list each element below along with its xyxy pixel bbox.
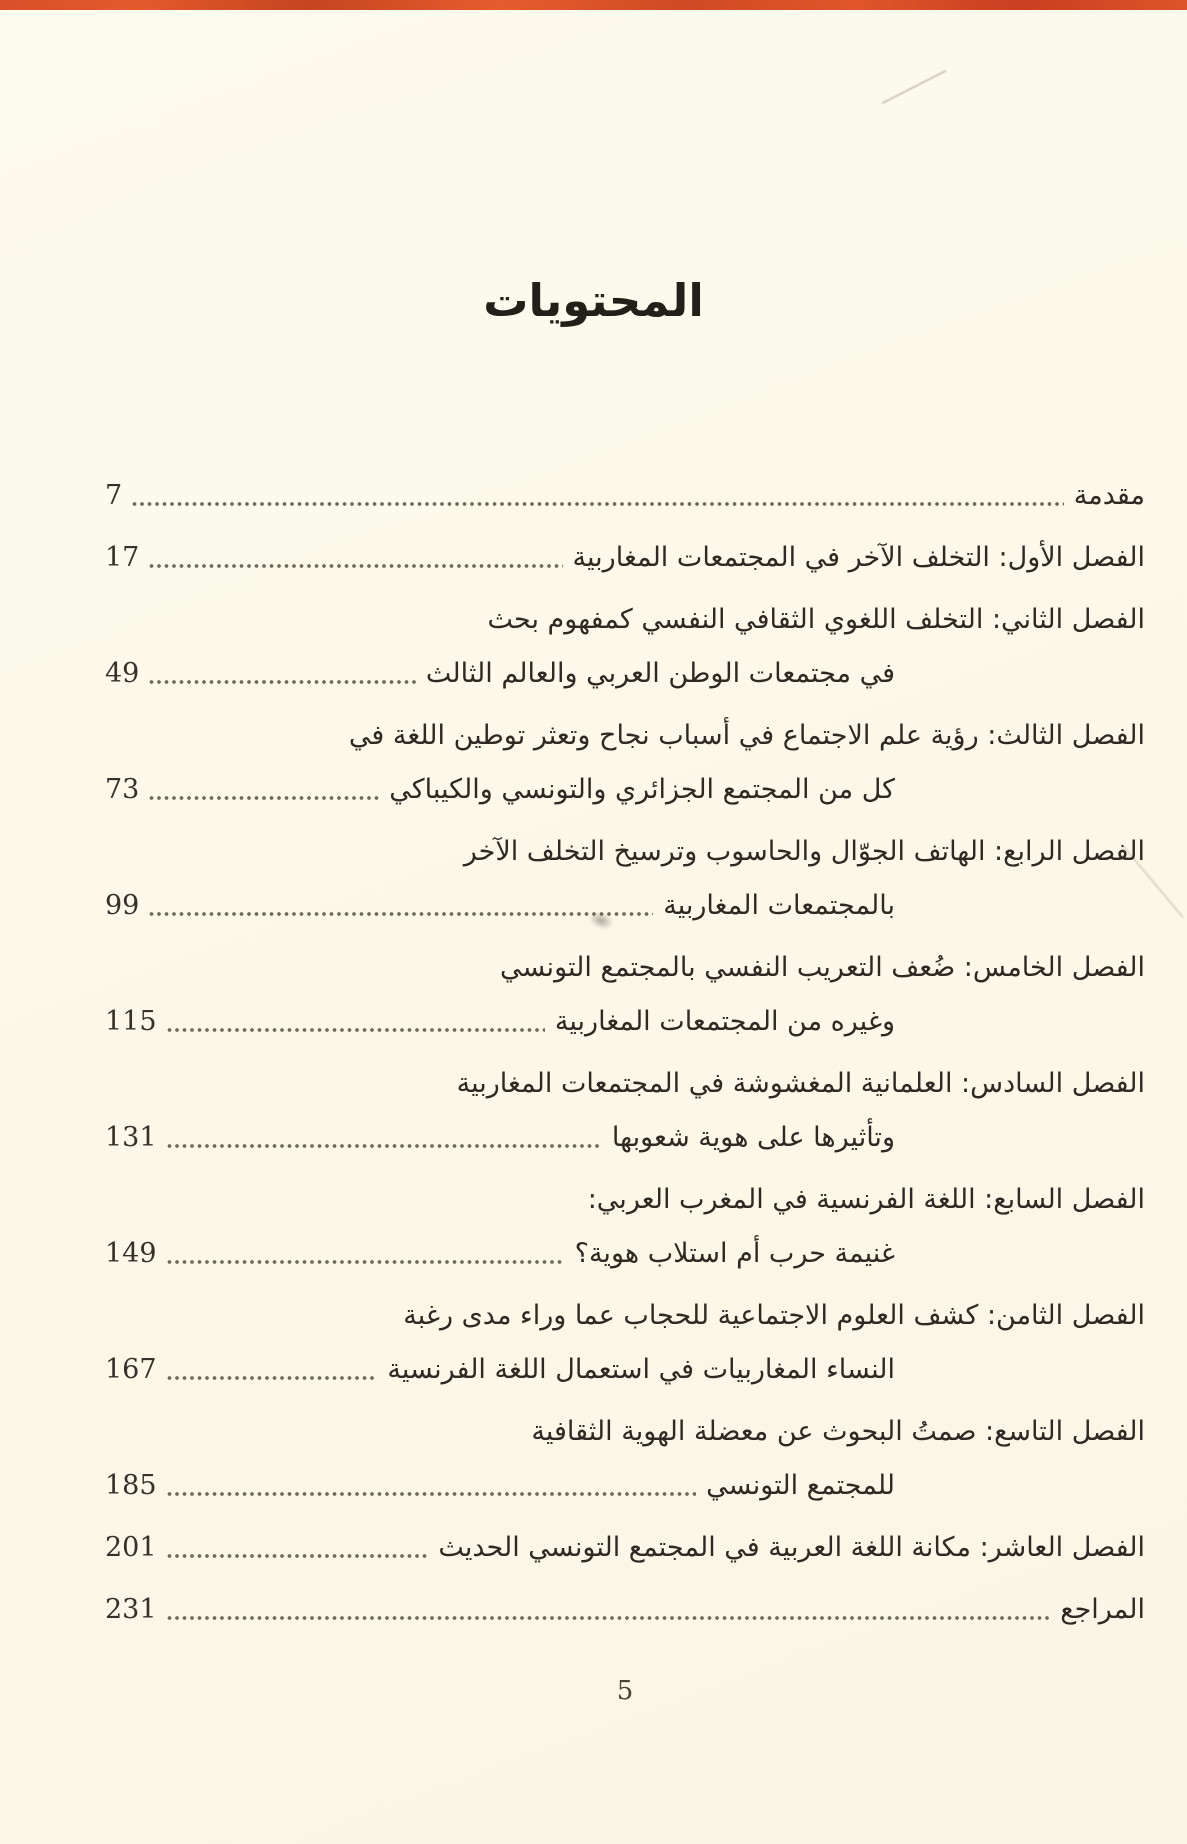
toc-entry-title: الفصل العاشر: مكانة اللغة العربية في المجتمع التونسي الحديث <box>438 1532 1145 1563</box>
toc-entry-title: المراجع <box>1060 1594 1145 1625</box>
toc-entry-title: الفصل السابع: اللغة الفرنسية في المغرب العربي: <box>587 1184 1145 1215</box>
toc-entry <box>105 1514 1145 1568</box>
toc-page-number: 115 <box>105 1006 157 1037</box>
toc-line <box>105 1050 1145 1104</box>
toc-page-number: 49 <box>105 658 140 689</box>
toc-entry <box>105 1282 1145 1390</box>
toc-entry-title: الفصل الأول: التخلف الآخر في المجتمعات المغاربية <box>572 542 1145 573</box>
dot-leader <box>167 1613 1051 1623</box>
toc-line <box>105 702 1145 756</box>
toc-page-number: 7 <box>105 480 123 511</box>
dot-leader <box>149 677 416 687</box>
contents-title: المحتويات <box>483 274 704 327</box>
toc-page-number: 167 <box>105 1354 157 1385</box>
toc-line <box>105 1452 1145 1506</box>
toc-entry-title: كل من المجتمع الجزائري والتونسي والكيباكي <box>389 774 895 805</box>
toc-entry <box>105 1166 1145 1274</box>
toc-line <box>105 934 1145 988</box>
toc-entry-title: الفصل الثالث: رؤية علم الاجتماع في أسباب نجاح وتعثر توطين اللغة في <box>348 720 1145 751</box>
dot-leader <box>167 1489 697 1499</box>
toc-entry <box>105 524 1145 578</box>
toc-line <box>105 524 1145 578</box>
dot-leader <box>167 1373 378 1383</box>
toc-entry-title: الفصل الخامس: ضُعف التعريب النفسي بالمجتمع التونسي <box>499 952 1145 983</box>
toc-page-number: 73 <box>105 774 140 805</box>
dot-leader <box>167 1141 602 1151</box>
toc-entry-title: الفصل الثامن: كشف العلوم الاجتماعية للحجاب عما وراء مدى رغبة <box>403 1300 1145 1331</box>
toc-entry-title: وغيره من المجتمعات المغاربية <box>554 1006 895 1037</box>
toc-line <box>105 1576 1145 1630</box>
toc-page-number: 99 <box>105 890 140 921</box>
toc-entry-title: بالمجتمعات المغاربية <box>663 890 895 921</box>
toc-entry <box>105 934 1145 1042</box>
toc-line <box>105 1166 1145 1220</box>
toc-line <box>105 756 1145 810</box>
toc-page-number: 17 <box>105 542 140 573</box>
toc-entry-title: مقدمة <box>1073 480 1145 511</box>
toc-list <box>105 462 1145 1630</box>
toc-line <box>105 1282 1145 1336</box>
toc-line <box>105 872 1145 926</box>
toc-line <box>105 1398 1145 1452</box>
toc-line <box>105 1104 1145 1158</box>
dot-leader <box>167 1025 545 1035</box>
toc-line <box>105 1220 1145 1274</box>
toc-line <box>105 1514 1145 1568</box>
toc-entry-title: للمجتمع التونسي <box>706 1470 895 1501</box>
toc-page-number: 149 <box>105 1238 157 1269</box>
dot-leader <box>167 1551 429 1561</box>
toc-entry-title: وتأثيرها على هوية شعوبها <box>611 1122 895 1153</box>
dot-leader <box>132 499 1064 509</box>
toc-entry-title: الفصل التاسع: صمتُ البحوث عن معضلة الهوية الثقافية <box>531 1416 1145 1447</box>
toc-page-number: 185 <box>105 1470 157 1501</box>
dot-leader <box>149 909 653 919</box>
toc-entry <box>105 1398 1145 1506</box>
toc-entry-title: غنيمة حرب أم استلاب هوية؟ <box>574 1238 895 1269</box>
toc-entry <box>105 586 1145 694</box>
toc-line <box>105 1336 1145 1390</box>
toc-page-number: 231 <box>105 1594 157 1625</box>
toc-entry <box>105 702 1145 810</box>
toc-entry <box>105 1050 1145 1158</box>
toc-line <box>105 818 1145 872</box>
page-number-folio: 5 <box>616 1676 634 1706</box>
toc-entry-title: الفصل السادس: العلمانية المغشوشة في المجتمعات المغاربية <box>456 1068 1145 1099</box>
dot-leader <box>149 793 379 803</box>
toc-line <box>105 586 1145 640</box>
toc-line <box>105 988 1145 1042</box>
toc-entry <box>105 462 1145 516</box>
toc-page-number: 201 <box>105 1532 157 1563</box>
toc-entry-title: في مجتمعات الوطن العربي والعالم الثالث <box>425 658 895 689</box>
toc-entry <box>105 818 1145 926</box>
toc-entry-title: الفصل الثاني: التخلف اللغوي الثقافي النفسي كمفهوم بحث <box>487 604 1145 635</box>
toc-line <box>105 640 1145 694</box>
toc-line <box>105 462 1145 516</box>
toc-entry <box>105 1576 1145 1630</box>
toc-entry-title: النساء المغاربيات في استعمال اللغة الفرنسية <box>387 1354 895 1385</box>
page-content <box>105 0 1145 1706</box>
dot-leader <box>167 1257 565 1267</box>
dot-leader <box>149 561 562 571</box>
toc-entry-title: الفصل الرابع: الهاتف الجوّال والحاسوب وترسيخ التخلف الآخر <box>463 836 1145 867</box>
toc-page-number: 131 <box>105 1122 157 1153</box>
